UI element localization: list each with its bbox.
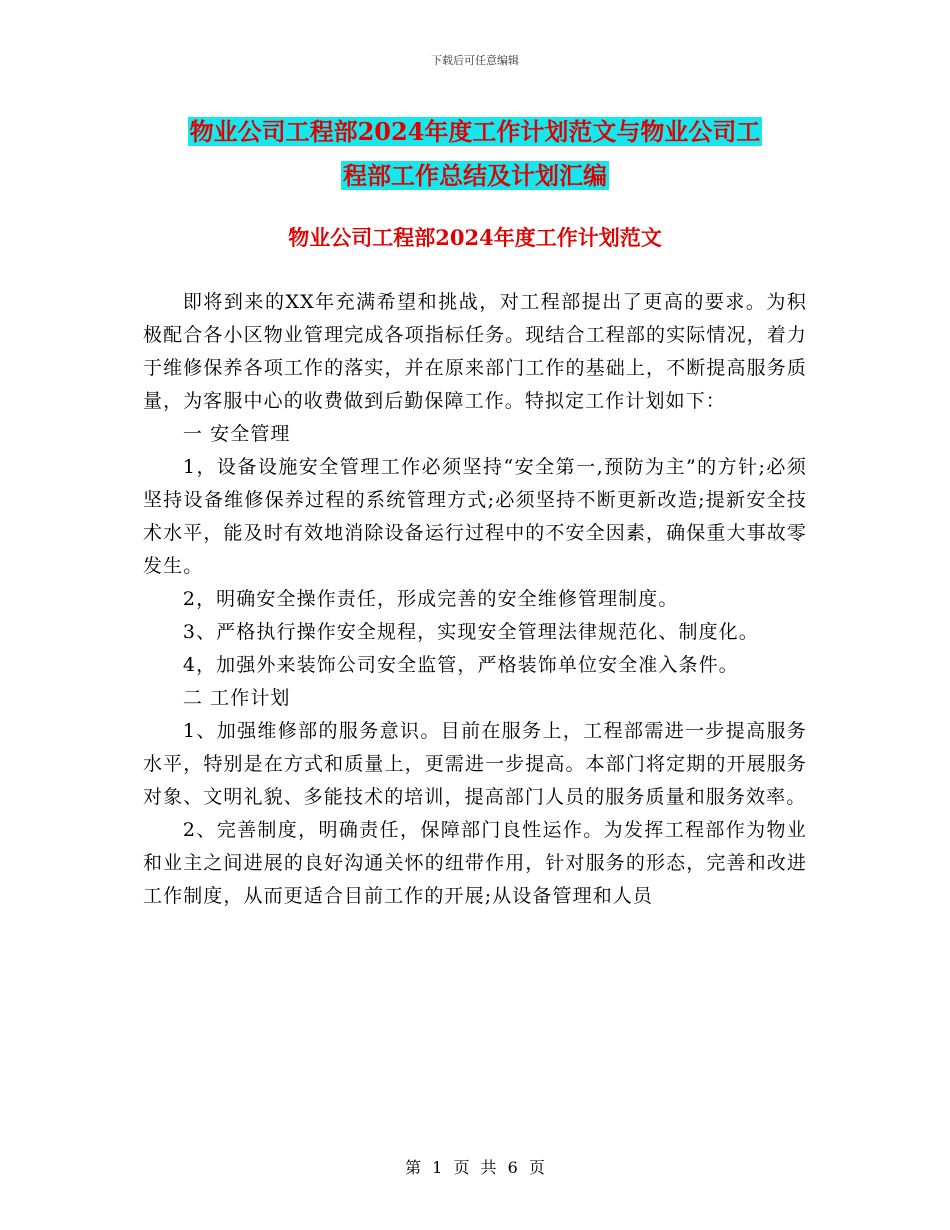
paragraph: 4，加强外来装饰公司安全监管，严格装饰单位安全准入条件。: [182, 654, 739, 676]
section-heading: 二 工作计划: [182, 687, 291, 709]
paragraph: 2，明确安全操作责任，形成完善的安全维修管理制度。: [182, 588, 679, 610]
document-body: [143, 286, 807, 913]
paragraph: 2、完善制度，明确责任，保障部门良性运作。为发挥工程部作为物业和业主之间进展的良好沟通关怀的纽带作用，针对服务的形态，完善和改进工作制度，从而更适合目前工作的开展;从设备管理和人员: [143, 819, 807, 907]
section-heading: 一 安全管理: [182, 423, 291, 445]
section-title: 物业公司工程部2024年度工作计划范文: [288, 225, 662, 250]
paragraph: 即将到来的XX年充满希望和挑战，对工程部提出了更高的要求。为积极配合各小区物业管理完成各项指标任务。现结合工程部的实际情况，着力于维修保养各项工作的落实，并在原来部门工作的基础上，不断提高服务质量，为客服中心的收费做到后勤保障工作。特拟定工作计划如下：: [143, 291, 807, 412]
page-footer: 第 1 页 共 6 页: [405, 1158, 545, 1177]
header-note: 下载后可任意编辑: [431, 54, 519, 67]
document-title-line-1: 物业公司工程部2024年度工作计划范文与物业公司工: [189, 117, 761, 146]
paragraph: 1、加强维修部的服务意识。目前在服务上，工程部需进一步提高服务水平，特别是在方式和质量上，更需进一步提高。本部门将定期的开展服务对象、文明礼貌、多能技术的培训，提高部门人员的服务质量和服务效率。: [143, 720, 807, 808]
paragraph: 1，设备设施安全管理工作必须坚持“安全第一,预防为主”的方针;必须坚持设备维修保养过程的系统管理方式;必须坚持不断更新改造;提新安全技术水平，能及时有效地消除设备运行过程中的不安全因素，确保重大事故零发生。: [143, 456, 807, 577]
document-title: [100, 110, 850, 198]
paragraph: 3、严格执行操作安全规程，实现安全管理法律规范化、制度化。: [182, 621, 759, 643]
document-title-line-2: 程部工作总结及计划汇编: [343, 161, 607, 190]
